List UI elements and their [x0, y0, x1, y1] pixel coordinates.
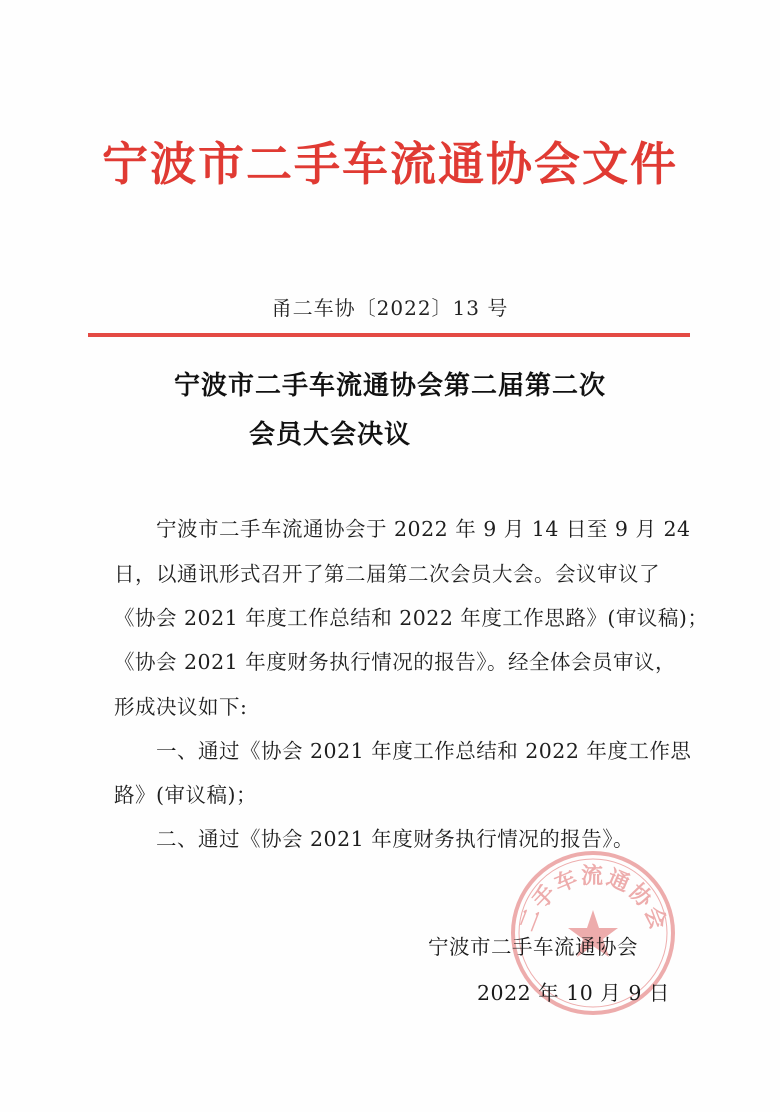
body-line: 《协会 2021 年度财务执行情况的报告》。经全体会员审议，: [114, 650, 676, 674]
signature-date: 2022 年 10 月 9 日: [477, 981, 670, 1005]
body-line: 二、通过《协会 2021 年度财务执行情况的报告》。: [114, 827, 634, 851]
seal-text: 二手车流通协会: [514, 863, 672, 935]
signature-organization: 宁波市二手车流通协会: [428, 935, 638, 959]
document-title-line-2: 会员大会决议: [248, 420, 411, 450]
body-line: 形成决议如下:: [114, 695, 248, 719]
document-title-line-1: 宁波市二手车流通协会第二届第二次: [173, 371, 606, 401]
red-divider: [88, 333, 690, 337]
document-header-title: 宁波市二手车流通协会文件: [102, 137, 678, 191]
body-line: 一、通过《协会 2021 年度工作总结和 2022 年度工作思: [114, 739, 692, 763]
body-line: 路》(审议稿)；: [114, 783, 257, 807]
body-line: 日，以通讯形式召开了第二届第二次会员大会。会议审议了: [114, 562, 660, 586]
body-line: 《协会 2021 年度工作总结和 2022 年度工作思路》(审议稿)；: [114, 606, 709, 630]
document-number: 甬二车协〔2022〕13 号: [271, 296, 509, 320]
body-line: 宁波市二手车流通协会于 2022 年 9 月 14 日至 9 月 24: [114, 517, 691, 541]
